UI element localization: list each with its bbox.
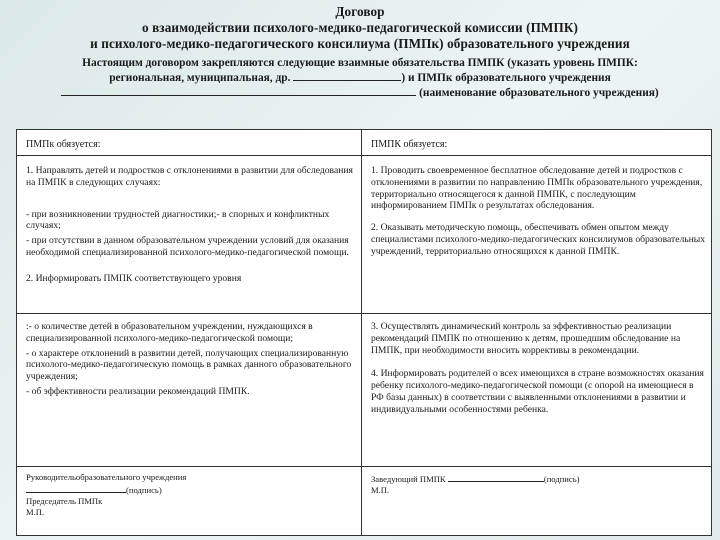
document-header [0,0,720,52]
institution-name-blank [61,85,416,96]
right-sig-line-1 [371,472,705,485]
right-sig-caption: (подпись) [543,474,580,484]
intro-line-3 [8,85,712,100]
right-sig-stamp: М.П. [371,485,390,495]
left-obligations-block-1 [17,156,362,314]
left-b1-p3: - при отсутствии в данном образовательном учреждении условий для оказания необходимой специализированной психолого-медико-педагогической помощи. [26,235,349,258]
right-obligations-block-2 [362,314,711,467]
document-title: Договор [335,4,385,19]
right-b1-p1: 1. Проводить своевременное бесплатное обследование детей и подростков с отклонениями в развитии по направлению ПМПк образовательного учреждения, территориально относящегося к данной ПМПК, с последующим информированием ПМПк о результатах обследования. [371,165,703,212]
right-obligations-block-1 [362,156,711,314]
document-subtitle-line-1: о взаимодействии психолого-медико-педагогической комиссии (ПМПК) [142,20,578,35]
left-obligations-block-2 [17,314,362,467]
left-sig-line-1: Руководительобразовательного учреждения [26,472,187,482]
intro-line-2-end: ) и ПМПк образовательного учреждения [401,72,611,84]
left-b2-p3: - об эффективности реализации рекомендаций ПМПК. [26,385,250,397]
left-sig-line-2 [26,483,355,496]
left-b1-p1: 1. Направлять детей и подростков с отклонениями в развитии для обследования на ПМПК в следующих случаях: [26,165,353,188]
left-signature-blank [26,483,126,493]
right-b2-p2: 4. Информировать родителей о всех имеющихся в стране возможностях оказания ребенку психолого-медико-педагогической помощи (с опорой на имеющиеся в РФ базы данных) в соответствии с выявленными отклонениями в развитии и индивидуальными особенностями ребенка. [371,368,704,415]
level-blank [293,70,401,81]
left-signature-block [17,467,362,535]
intro-line-2 [8,70,712,85]
intro-line-2-start: региональная, муниципальная, др. [109,72,291,84]
left-column-header: ПМПк обязуется: [17,130,362,156]
left-sig-stamp: М.П. [26,507,45,517]
left-b1-p2: - при возникновении трудностей диагностики;- в спорных и конфликтных случаях; [26,208,330,232]
right-signature-blank [448,472,544,482]
left-sig-caption: (подпись) [126,485,162,495]
left-sig-line-3: Председатель ПМПк [26,496,103,506]
document-subtitle-line-2: и психолого-медико-педагогического консилиума (ПМПк) образовательного учреждения [90,36,630,51]
right-signature-block [362,467,711,535]
obligations-table [16,129,712,536]
left-b2-p1: :- о количестве детей в образовательном учреждении, нуждающихся в специализированной психолого-медико-педагогической помощи; [26,321,313,344]
left-b1-p4: 2. Информировать ПМПК соответствующего уровня [26,272,242,284]
intro-line-1: Настоящим договором закрепляются следующие взаимные обязательства ПМПК (указать уровень ПМПК: [82,57,638,69]
right-column-header: ПМПК обязуется: [362,130,711,156]
right-b1-p2: 2. Оказывать методическую помощь, обеспечивать обмен опытом между специалистами психолого-медико-педагогических консилиумов образовательных учреждений, территориально относящихся к данной ПМПК. [371,222,705,257]
left-b2-p2: - о характере отклонений в развитии детей, получающих специализированную психолого-медико-педагогическую помощь в рамках данного образовательного учреждения; [26,347,352,383]
right-sig-title: Заведующий ПМПК [371,474,446,484]
intro-paragraph [0,56,720,100]
intro-line-3-end: (наименование образовательного учреждения) [419,87,659,99]
right-b2-p1: 3. Осуществлять динамический контроль за эффективностью реализации рекомендаций ПМПК по отношению к детям, прошедшим обследование на ПМПК, при необходимости вносить коррективы в рекомендации. [371,321,681,356]
